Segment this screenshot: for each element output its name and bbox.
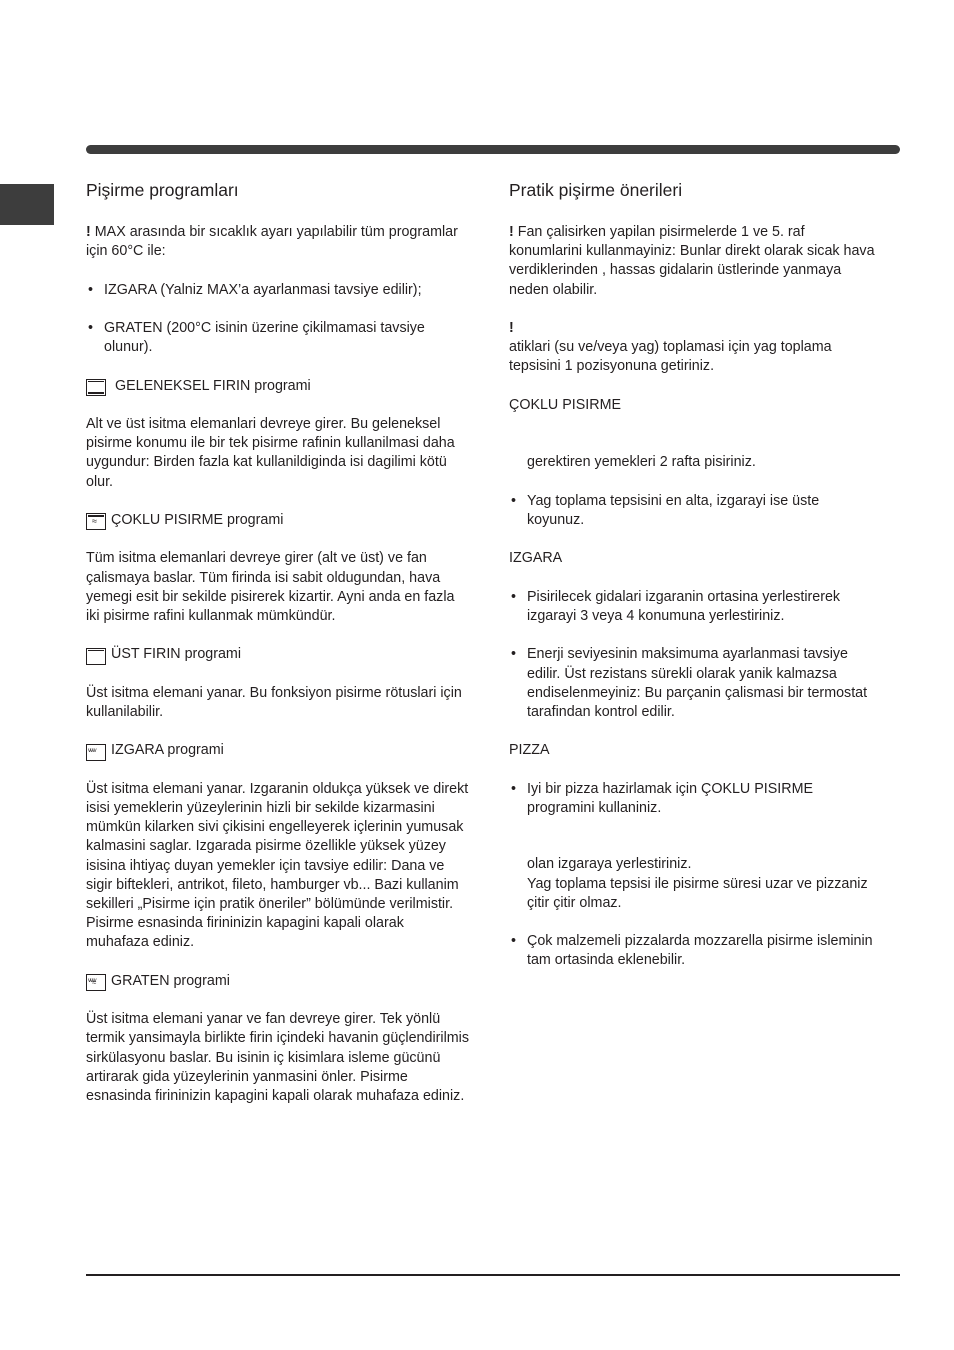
tip-line: gerektiren yemekleri 2 rafta pisiriniz. bbox=[527, 454, 756, 471]
top-oven-icon bbox=[86, 648, 106, 665]
conventional-oven-icon bbox=[86, 379, 106, 396]
warning-note: ! Fan çalisirken yapilan pisirmelerde 1 ve 5. raf konumlarini kullanmayiniz: Bunlar direkt olarak sicak hava verdiklerinden , hassas gidalarin üstlerinde yanmaya neden olabilir. bbox=[509, 224, 875, 298]
program-gratin bbox=[86, 972, 470, 991]
program-description: Tüm isitma elemanlari devreye girer (alt ve üst) ve fan çalismaya baslar. Tüm firinda isi sabit oldugundan, hava yemegi esit bir sekilde pisirerek kizartir. Ayni anda en fazla iki pisirme rafini kullanmak mümkündür. bbox=[86, 550, 455, 624]
page-side-tab bbox=[0, 184, 54, 225]
list-item: • Pisirilecek gidalari izgaranin ortasina yerlestirerek izgarayi 3 veya 4 konumuna yerlestiriniz. bbox=[509, 588, 879, 626]
top-header-bar bbox=[86, 145, 900, 154]
list-item: • Yag toplama tepsisini en alta, izgarayi ise üste koyunuz. bbox=[509, 492, 879, 530]
list-item: • Enerji seviyesinin maksimuma ayarlanmasi tavsiye edilir. Üst rezistans sürekli olarak yanik kalmazsa endiselenmeyiniz: Bu parçanin çalismasi bir termostat tarafindan kontrol edilir. bbox=[509, 645, 879, 722]
footer-rule bbox=[86, 1274, 900, 1276]
program-description: Üst isitma elemani yanar. Izgaranin oldukça yüksek ve direkt isisi yemeklerin yüzeylerinin hizli bir sekilde kizarmasini mümkün kilarken sivi çikisini engelleyerek içlerinin yumusak kalmasini saglar. Izgarada pisirme özellikle yüksek yüzey isisina ihtiyaç duyan yemekler için tavsiye edilir: Dana ve sigir biftekleri, antrikot, fileto, hamburger vb... Bazi kullanim sekilleri „Pisirme için pratik öneriler” bölümünde verilmistir. Pisirme esnasinda firininizin kapagini kapali olarak muhafaza ediniz. bbox=[86, 780, 469, 951]
left-column bbox=[86, 178, 470, 1125]
subheading-grill: IZGARA bbox=[509, 550, 563, 567]
program-label: ÇOKLU PISIRME programi bbox=[111, 511, 284, 528]
right-column bbox=[509, 178, 879, 990]
tip-line: Yag toplama tepsisi ile pisirme süresi uzar ve pizzaniz çitir çitir olmaz. bbox=[527, 875, 868, 911]
warning-note: ! MAX arasında bir sıcaklık ayarı yapılabilir tüm programlar için 60°C ile: bbox=[86, 224, 458, 260]
program-description: Üst isitma elemani yanar ve fan devreye girer. Tek yönlü termik yansimayla birlikte firin içindeki havanin güçlendirilmis sirkülasyonu baslar. Bu isinin iç kisimlara isleme gücünü artirarak gida yüzeylerinin yanmasini önler. Pisirme esnasinda firininizin kapagini kapali olarak muhafaza ediniz. bbox=[86, 1011, 469, 1104]
list-item: • Çok malzemeli pizzalarda mozzarella pisirme isleminin tam ortasinda eklenebilir. bbox=[509, 932, 879, 970]
program-multi-cooking bbox=[86, 511, 470, 530]
section-title-cooking-programs: Pişirme programları bbox=[86, 180, 239, 200]
list-item: • GRATEN (200°C isinin üzerine çikilmamasi tavsiye olunur). bbox=[86, 319, 470, 357]
multi-cooking-icon bbox=[86, 513, 106, 530]
program-label: GELENEKSEL FIRIN programi bbox=[115, 377, 311, 394]
program-conventional bbox=[86, 377, 470, 396]
program-description: Alt ve üst isitma elemanlari devreye girer. Bu geleneksel pisirme konumu ile bir tek pisirme rafinin kullanilmasi daha uygundur: Birden fazla kat kullanildiginda isi dagilimi kötü olur. bbox=[86, 415, 455, 490]
program-label: GRATEN programi bbox=[111, 972, 230, 989]
grill-icon bbox=[86, 744, 106, 761]
gratin-icon bbox=[86, 974, 106, 991]
section-title-practical-tips: Pratik pişirme önerileri bbox=[509, 180, 683, 200]
list-item: • IZGARA (Yalniz MAX’a ayarlanmasi tavsiye edilir); bbox=[86, 281, 470, 300]
program-grill bbox=[86, 741, 470, 760]
program-label: ÜST FIRIN programi bbox=[111, 646, 242, 663]
program-description: Üst isitma elemani yanar. Bu fonksiyon pisirme rötuslari için kullanilabilir. bbox=[86, 684, 462, 720]
list-item: • Iyi bir pizza hazirlamak için ÇOKLU PISIRME programini kullaniniz. bbox=[509, 780, 879, 818]
tip-line: olan izgaraya yerlestiriniz. bbox=[527, 856, 692, 873]
warning-note: ! bbox=[509, 320, 514, 336]
program-label: IZGARA programi bbox=[111, 742, 224, 759]
subheading-multi-cooking: ÇOKLU PISIRME bbox=[509, 396, 622, 413]
program-top-oven bbox=[86, 645, 470, 664]
subheading-pizza: PIZZA bbox=[509, 742, 550, 759]
warning-text: atiklari (su ve/veya yag) toplamasi için yag toplama tepsisini 1 pozisyonuna getiriniz. bbox=[509, 339, 832, 375]
